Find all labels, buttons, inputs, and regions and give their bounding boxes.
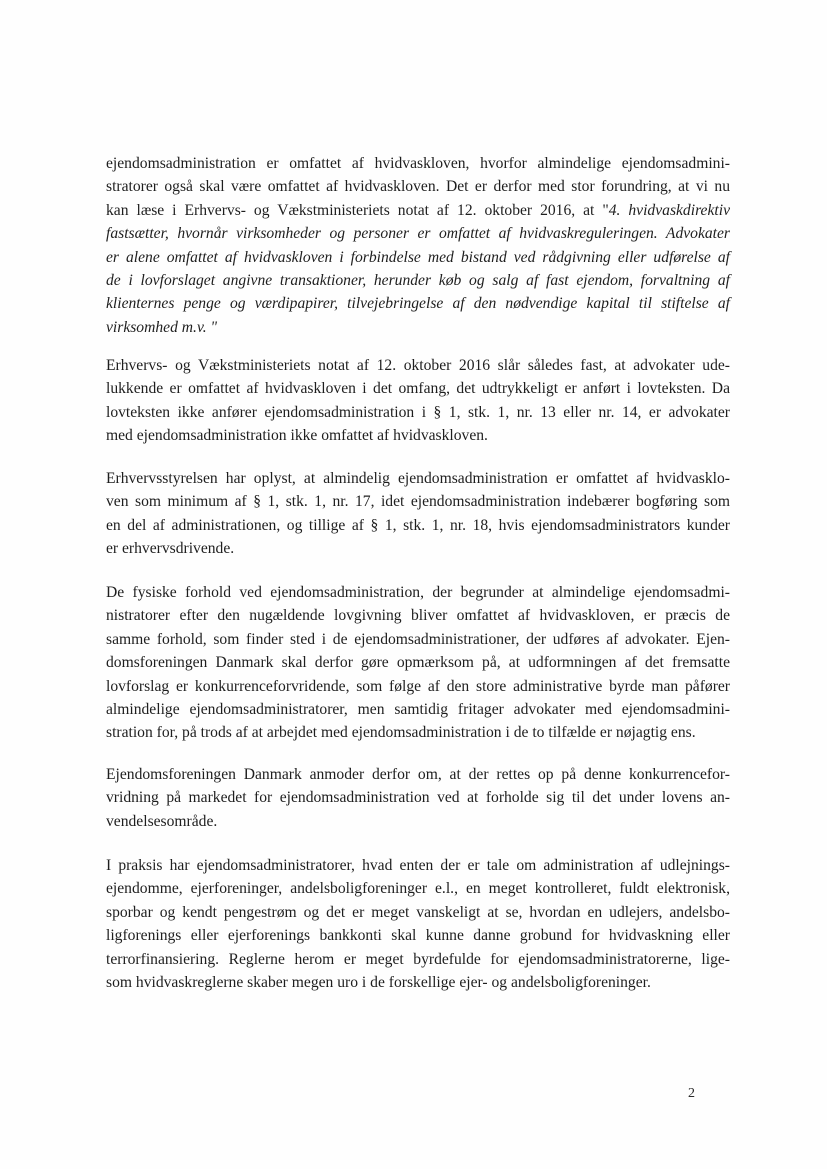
body-text: lovforslag er konkurrenceforvridende, som følge af den store administrative byrde man påfører xyxy=(106,677,730,695)
paragraph-6 xyxy=(106,854,730,994)
paragraph-1 xyxy=(106,152,730,339)
body-text: I praksis har ejendomsadministratorer, hvad enten der er tale om administration af udlejnings- xyxy=(106,857,730,874)
text-line xyxy=(106,971,730,994)
body-text: lovteksten ikke anfører ejendomsadministration i § 1, stk. 1, nr. 13 eller nr. 14, er advokater xyxy=(106,403,730,421)
text-line xyxy=(106,721,730,744)
text-line xyxy=(106,948,730,971)
paragraph-5 xyxy=(106,763,730,833)
text-line xyxy=(106,924,730,947)
text-line xyxy=(106,175,730,198)
text-line xyxy=(106,222,730,245)
text-line xyxy=(106,292,730,315)
italic-text: de i lovforslaget angivne transaktioner, herunder køb og salg af fast ejendom, forvaltning af xyxy=(106,272,730,290)
body-text: ejendomme, ejerforeninger, andelsboligforeninger e.l., en meget kontrolleret, fuldt elektronisk, xyxy=(106,880,730,898)
text-line xyxy=(106,581,730,604)
italic-text: virksomhed m.v. " xyxy=(106,318,218,336)
text-line xyxy=(106,675,730,698)
text-line xyxy=(106,152,730,175)
body-text: Erhvervsstyrelsen har oplyst, at almindelig ejendomsadministration er omfattet af hvidvasklo- xyxy=(106,470,730,487)
body-text: ejendomsadministration er omfattet af hvidvaskloven, hvorfor almindelige ejendomsadmini- xyxy=(106,155,730,172)
body-text: stratorer også skal være omfattet af hvidvaskloven. Det er derfor med stor forundring, at vi nu xyxy=(106,178,730,196)
body-text: kan læse i Erhvervs- og Vækstministeriets notat af 12. oktober 2016, at " xyxy=(106,201,609,219)
italic-text: 4. hvidvaskdirektiv xyxy=(608,201,730,219)
text-line xyxy=(106,514,730,537)
italic-text: fastsætter, hvornår virksomheder og personer er omfattet af hvidvaskreguleringen. Advokater xyxy=(106,225,730,243)
body-text: vendelsesområde. xyxy=(106,812,218,830)
body-text: ligforenings eller ejerforenings bankkonti skal kunne danne grobund for hvidvaskning eller xyxy=(106,927,730,945)
body-text: en del af administrationen, og tillige af § 1, stk. 1, nr. 18, hvis ejendomsadministrators kunder xyxy=(106,516,730,534)
body-text: samme forhold, som finder sted i de ejendomsadministrationer, der udføres af advokater. Ejen- xyxy=(106,630,730,648)
text-line xyxy=(106,763,730,786)
body-text: terrorfinansiering. Reglerne herom er meget byrdefulde for ejendomsadministratorerne, lige- xyxy=(106,950,730,968)
body-text: lukkende er omfattet af hvidvaskloven i det omfang, det udtrykkeligt er anført i lovteksten. Da xyxy=(106,380,730,398)
body-text: almindelige ejendomsadministratorer, men samtidig fritager advokater med ejendomsadmini- xyxy=(106,701,730,719)
body-text: sporbar og kendt pengestrøm og det er meget vanskeligt at se, hvordan en udlejers, andelsbo- xyxy=(106,903,730,921)
text-line xyxy=(106,786,730,809)
text-line xyxy=(106,246,730,269)
text-line xyxy=(106,467,730,490)
body-text: ven som minimum af § 1, stk. 1, nr. 17, idet ejendomsadministration indebærer bogføring som xyxy=(106,493,730,511)
text-line xyxy=(106,877,730,900)
text-line xyxy=(106,651,730,674)
text-line xyxy=(106,854,730,877)
body-text: Erhvervs- og Vækstministeriets notat af 12. oktober 2016 slår således fast, at advokater ude- xyxy=(106,357,730,374)
italic-text: er alene omfattet af hvidvaskloven i forbindelse med bistand ved rådgivning eller udførelse af xyxy=(106,248,730,266)
body-text: med ejendomsadministration ikke omfattet af hvidvaskloven. xyxy=(106,427,488,445)
body-text: nistratorer efter den nugældende lovgivning bliver omfattet af hvidvaskloven, er præcis de xyxy=(106,607,730,625)
text-line xyxy=(106,698,730,721)
text-line xyxy=(106,901,730,924)
body-text: Ejendomsforeningen Danmark anmoder derfor om, at der rettes op på denne konkurrencefor- xyxy=(106,766,730,783)
text-line xyxy=(106,628,730,651)
text-line xyxy=(106,604,730,627)
text-line xyxy=(106,377,730,400)
text-line xyxy=(106,354,730,377)
body-text: vridning på markedet for ejendomsadministration ved at forholde sig til det under lovens an- xyxy=(106,789,730,807)
text-line xyxy=(106,537,730,560)
body-text: De fysiske forhold ved ejendomsadministration, der begrunder at almindelige ejendomsadmi- xyxy=(106,584,730,601)
italic-text: klienternes penge og værdipapirer, tilvejebringelse af den nødvendige kapital til stiftelse af xyxy=(106,295,730,313)
paragraph-4 xyxy=(106,581,730,745)
text-line xyxy=(106,401,730,424)
text-line xyxy=(106,424,730,447)
text-line xyxy=(106,199,730,222)
body-text: domsforeningen Danmark skal derfor gøre opmærksom på, at udformningen af det fremsatte xyxy=(106,654,730,672)
paragraph-3 xyxy=(106,467,730,561)
text-line xyxy=(106,316,730,339)
body-text: er erhvervsdrivende. xyxy=(106,540,235,558)
text-line xyxy=(106,810,730,833)
page-number: 2 xyxy=(688,1086,695,1101)
body-text: som hvidvaskreglerne skaber megen uro i de forskellige ejer- og andelsboligforeninger. xyxy=(106,974,651,992)
text-line xyxy=(106,269,730,292)
text-line xyxy=(106,490,730,513)
body-text: stration for, på trods af at arbejdet med ejendomsadministration i de to tilfælde er nøjagtig ens. xyxy=(106,724,696,742)
paragraph-2 xyxy=(106,354,730,448)
